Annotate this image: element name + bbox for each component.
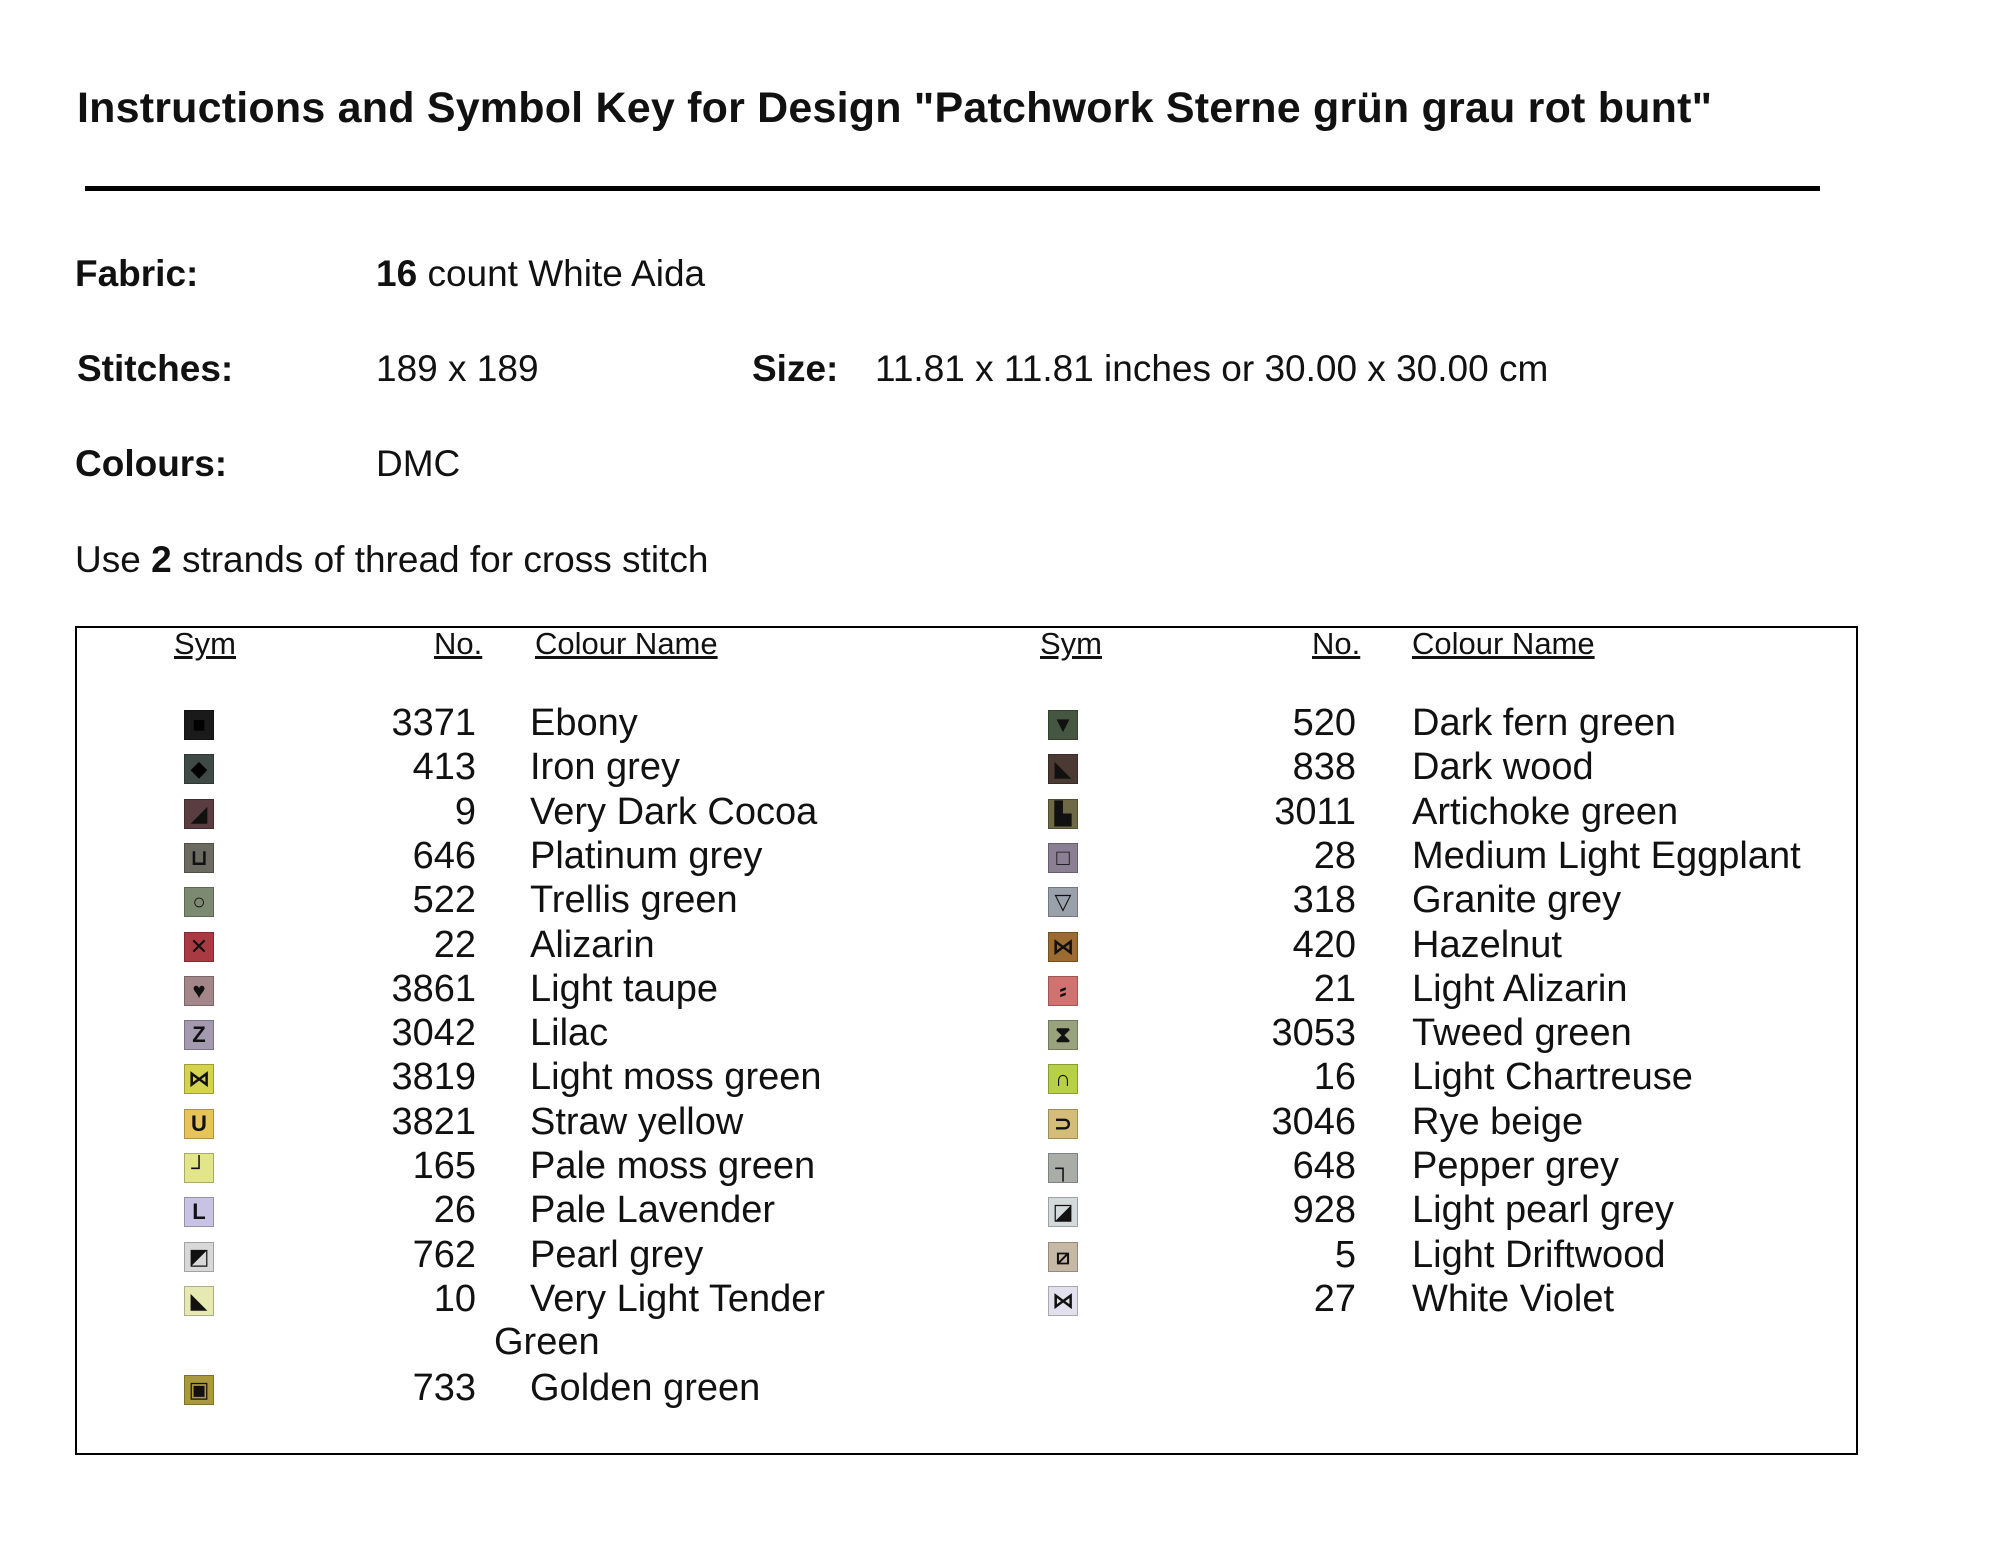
symbol-glyph-icon: ■	[192, 712, 206, 737]
size-label: Size:	[752, 348, 839, 389]
symbol-swatch	[184, 843, 214, 873]
colour-name-continuation: Green	[494, 1320, 600, 1363]
header-no-left: No.	[434, 626, 483, 661]
symbol-glyph-icon: ⧄	[1056, 1243, 1070, 1269]
colour-name-text: Pale Lavender	[530, 1189, 776, 1232]
dmc-number: 733	[412, 1366, 476, 1409]
title-divider	[85, 186, 1820, 191]
colour-name-text: Very Light Tender	[530, 1277, 826, 1320]
dmc-number: 28	[1313, 834, 1356, 877]
colour-name-text: Ebony	[530, 702, 638, 744]
dmc-number: 27	[1313, 1277, 1356, 1320]
dmc-number: 3053	[1271, 1012, 1356, 1055]
stitches-label: Stitches:	[77, 348, 234, 389]
dmc-number: 318	[1292, 879, 1356, 922]
size-value: 11.81 x 11.81 inches or 30.00 x 30.00 cm	[875, 348, 1549, 389]
symbol-swatch	[1048, 1064, 1078, 1094]
colour-name-text: Lilac	[530, 1012, 609, 1055]
dmc-number: 3371	[391, 702, 476, 744]
colour-name-text: Dark wood	[1412, 746, 1594, 789]
dmc-number: 646	[412, 834, 476, 877]
colours-label: Colours:	[75, 443, 228, 484]
colour-name-text: White Violet	[1412, 1277, 1615, 1320]
dmc-number: 522	[412, 879, 476, 922]
colour-name	[1412, 702, 1676, 745]
symbol-swatch	[184, 1109, 214, 1139]
colour-name	[1412, 1189, 1674, 1232]
colour-name-text: Hazelnut	[1412, 923, 1562, 966]
symbol-glyph-icon: □	[1056, 844, 1070, 870]
colour-name	[1412, 1012, 1632, 1055]
header-name-left: Colour Name	[535, 626, 718, 661]
symbol-glyph-icon: ○	[192, 889, 206, 915]
dmc-number: 3861	[391, 967, 476, 1010]
symbol-glyph-icon: ✕	[189, 933, 209, 959]
colour-name	[1412, 968, 1627, 1011]
symbol-swatch	[184, 1197, 214, 1227]
colour-name	[530, 1101, 743, 1144]
symbol-glyph-icon: U	[191, 1110, 207, 1136]
symbol-glyph-icon: ◪	[1052, 1199, 1074, 1225]
symbol-glyph-icon: ⸗	[1059, 977, 1067, 1003]
dmc-number: 10	[433, 1277, 476, 1320]
stitches-value: 189 x 189	[376, 348, 539, 389]
fabric-label: Fabric:	[75, 253, 199, 294]
colour-name-text: Light moss green	[530, 1056, 822, 1099]
colour-name	[494, 1277, 826, 1364]
colour-name-text: Tweed green	[1412, 1012, 1632, 1055]
symbol-glyph-icon: ∩	[1055, 1066, 1071, 1092]
header-no-right: No.	[1312, 626, 1361, 661]
strands-pre: Use	[75, 539, 141, 580]
colour-name	[530, 1367, 760, 1410]
colours-value: DMC	[376, 443, 461, 484]
colour-name-text: Dark fern green	[1412, 702, 1677, 744]
strands-count: 2	[151, 539, 172, 580]
colour-name	[1412, 1145, 1619, 1188]
symbol-glyph-icon: ⊔	[190, 844, 208, 870]
symbol-glyph-icon: ┘	[191, 1155, 207, 1180]
colour-name	[530, 1189, 775, 1232]
symbol-swatch	[1048, 799, 1078, 829]
dmc-number: 165	[412, 1145, 476, 1187]
symbol-swatch	[184, 710, 214, 740]
symbol-swatch	[1048, 1109, 1078, 1139]
dmc-number: 838	[1292, 746, 1356, 789]
colour-name	[530, 1012, 608, 1055]
colour-name-text: Alizarin	[530, 923, 655, 966]
symbol-swatch	[1048, 1286, 1078, 1316]
symbol-swatch	[184, 976, 214, 1006]
symbol-glyph-icon: ⋈	[188, 1066, 210, 1092]
colour-name	[530, 791, 817, 834]
colour-name-text: Medium Light Eggplant	[1412, 834, 1801, 877]
colour-name	[530, 879, 738, 922]
dmc-number: 16	[1313, 1056, 1356, 1099]
dmc-number: 928	[1292, 1189, 1356, 1232]
colour-name	[1412, 1278, 1614, 1321]
symbol-glyph-icon: ◣	[1054, 756, 1072, 782]
dmc-number: 3042	[391, 1012, 476, 1055]
design-title: Instructions and Symbol Key for Design "Patchwork Sterne grün grau rot bunt"	[77, 84, 1713, 132]
colour-name	[530, 1145, 815, 1188]
dmc-number: 3819	[391, 1056, 476, 1099]
colour-name-text: Light pearl grey	[1412, 1189, 1674, 1232]
colour-name	[1412, 924, 1562, 967]
header-sym-right: Sym	[1040, 626, 1102, 661]
fabric-value	[376, 253, 705, 295]
colour-name	[530, 702, 638, 745]
dmc-number: 5	[1334, 1233, 1356, 1276]
colour-name-text: Light Chartreuse	[1412, 1056, 1693, 1099]
symbol-glyph-icon: ▣	[188, 1376, 210, 1402]
symbol-swatch	[1048, 932, 1078, 962]
symbol-glyph-icon: ┐	[1055, 1155, 1071, 1180]
dmc-number: 3046	[1271, 1100, 1356, 1143]
symbol-swatch	[1048, 754, 1078, 784]
dmc-number: 21	[1313, 967, 1356, 1010]
fabric-description: count White Aida	[427, 253, 706, 294]
symbol-glyph-icon: L	[192, 1199, 206, 1225]
symbol-swatch	[1048, 1197, 1078, 1227]
symbol-swatch	[1048, 976, 1078, 1006]
symbol-glyph-icon: ⋈	[1052, 933, 1074, 959]
symbol-glyph-icon: ◩	[188, 1243, 210, 1269]
dmc-number: 3821	[391, 1100, 476, 1143]
symbol-glyph-icon: ▽	[1054, 889, 1072, 915]
colour-name	[530, 1056, 822, 1099]
colour-name-text: Very Dark Cocoa	[530, 790, 818, 833]
colour-name-text: Pepper grey	[1412, 1145, 1620, 1187]
symbol-swatch	[184, 799, 214, 829]
symbol-swatch	[184, 1153, 214, 1183]
colour-name	[1412, 835, 1801, 878]
symbol-swatch	[1048, 1242, 1078, 1272]
symbol-swatch	[1048, 887, 1078, 917]
colour-name-text: Golden green	[530, 1366, 761, 1409]
colour-name	[1412, 1234, 1665, 1277]
symbol-swatch	[184, 1286, 214, 1316]
dmc-number: 420	[1292, 923, 1356, 966]
dmc-number: 648	[1292, 1145, 1356, 1187]
colour-name-text: Granite grey	[1412, 879, 1622, 922]
colour-name-text: Light Driftwood	[1412, 1233, 1666, 1276]
symbol-glyph-icon: ◣	[190, 1287, 208, 1313]
symbol-swatch	[184, 1064, 214, 1094]
symbol-glyph-icon: ⧗	[1055, 1022, 1071, 1048]
colour-name	[1412, 879, 1621, 922]
dmc-number: 9	[454, 790, 476, 833]
dmc-number: 26	[433, 1189, 476, 1232]
colour-name	[530, 968, 718, 1011]
fabric-count: 16	[376, 253, 418, 294]
symbol-swatch	[1048, 1153, 1078, 1183]
symbol-glyph-icon: ⊃	[1053, 1110, 1073, 1136]
symbol-glyph-icon: ▙	[1054, 800, 1072, 826]
colour-name-text: Pale moss green	[530, 1145, 816, 1187]
colour-name-text: Straw yellow	[530, 1100, 744, 1143]
dmc-number: 3011	[1274, 790, 1356, 833]
colour-name-text: Rye beige	[1412, 1100, 1584, 1143]
colour-name	[1412, 1056, 1693, 1099]
dmc-number: 413	[412, 746, 476, 789]
symbol-swatch	[184, 887, 214, 917]
colour-name-text: Platinum grey	[530, 834, 763, 877]
symbol-swatch	[184, 1020, 214, 1050]
colour-name	[1412, 791, 1678, 834]
symbol-swatch	[184, 1242, 214, 1272]
colour-name	[1412, 1101, 1583, 1144]
header-sym-left: Sym	[174, 626, 236, 661]
symbol-glyph-icon: ♥	[192, 977, 206, 1003]
colour-name-text: Artichoke green	[1412, 790, 1679, 833]
colour-name	[530, 835, 762, 878]
symbol-glyph-icon: Z	[192, 1022, 206, 1048]
header-name-right: Colour Name	[1412, 626, 1595, 661]
dmc-number: 762	[412, 1233, 476, 1276]
colour-name	[530, 746, 680, 789]
symbol-swatch	[1048, 1020, 1078, 1050]
strands-post: strands of thread for cross stitch	[181, 539, 709, 580]
colour-name	[530, 1234, 703, 1277]
symbol-swatch	[184, 754, 214, 784]
colour-name-text: Light Alizarin	[1412, 967, 1628, 1010]
symbol-swatch	[1048, 843, 1078, 873]
colour-name-text: Trellis green	[530, 879, 738, 922]
colour-name-text: Iron grey	[530, 746, 680, 789]
symbol-glyph-icon: ⋈	[1052, 1287, 1074, 1313]
symbol-swatch	[184, 1375, 214, 1405]
symbol-glyph-icon: ◆	[190, 756, 208, 782]
colour-name-text: Light taupe	[530, 967, 719, 1010]
symbol-glyph-icon: ▼	[1052, 712, 1074, 737]
colour-name-text: Pearl grey	[530, 1233, 704, 1276]
colour-name	[530, 924, 655, 967]
symbol-glyph-icon: ◢	[190, 800, 208, 826]
strands-instruction	[75, 539, 708, 581]
colour-name	[1412, 746, 1594, 789]
dmc-number: 520	[1292, 702, 1356, 744]
symbol-swatch	[184, 932, 214, 962]
symbol-swatch	[1048, 710, 1078, 740]
dmc-number: 22	[433, 923, 476, 966]
